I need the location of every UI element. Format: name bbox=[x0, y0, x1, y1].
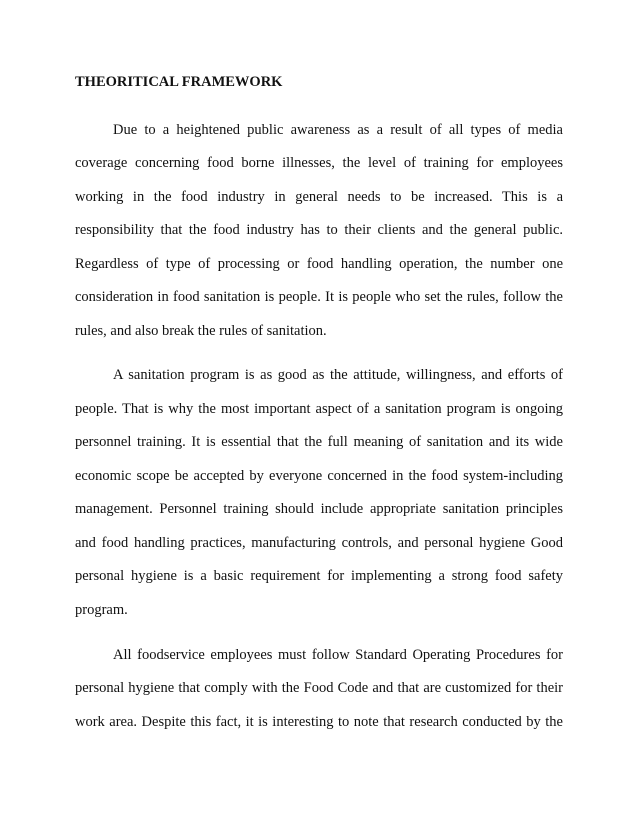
paragraph-2-line-5: management. Personnel training should include appropriate sanitation principles bbox=[75, 501, 563, 517]
paragraph-2-line-4: economic scope be accepted by everyone concerned in the food system-including bbox=[75, 468, 563, 484]
paragraph-1-line-4: responsibility that the food industry has to their clients and the general public. bbox=[75, 222, 563, 238]
paragraph-3-line-1: All foodservice employees must follow Standard Operating Procedures for bbox=[113, 647, 563, 663]
paragraph-3-line-2: personal hygiene that comply with the Food Code and that are customized for their bbox=[75, 680, 563, 696]
paragraph-3-line-3: work area. Despite this fact, it is interesting to note that research conducted by the bbox=[75, 714, 563, 730]
paragraph-1-line-5: Regardless of type of processing or food handling operation, the number one bbox=[75, 256, 563, 272]
section-heading: THEORITICAL FRAMEWORK bbox=[75, 74, 283, 90]
paragraph-1-line-3: working in the food industry in general needs to be increased. This is a bbox=[75, 189, 563, 205]
paragraph-2-line-6: and food handling practices, manufacturing controls, and personal hygiene Good bbox=[75, 535, 563, 551]
paragraph-1-line-7: rules, and also break the rules of sanitation. bbox=[75, 323, 327, 339]
paragraph-2-line-1: A sanitation program is as good as the attitude, willingness, and efforts of bbox=[113, 367, 563, 383]
paragraph-1-line-1: Due to a heightened public awareness as a result of all types of media bbox=[113, 122, 563, 138]
paragraph-1-line-2: coverage concerning food borne illnesses, the level of training for employees bbox=[75, 155, 563, 171]
paragraph-2-line-7: personal hygiene is a basic requirement for implementing a strong food safety bbox=[75, 568, 563, 584]
paragraph-1-line-6: consideration in food sanitation is people. It is people who set the rules, follow the bbox=[75, 289, 563, 305]
paragraph-2-line-8: program. bbox=[75, 602, 128, 618]
paragraph-2-line-3: personnel training. It is essential that the full meaning of sanitation and its wide bbox=[75, 434, 563, 450]
paragraph-2-line-2: people. That is why the most important aspect of a sanitation program is ongoing bbox=[75, 401, 563, 417]
